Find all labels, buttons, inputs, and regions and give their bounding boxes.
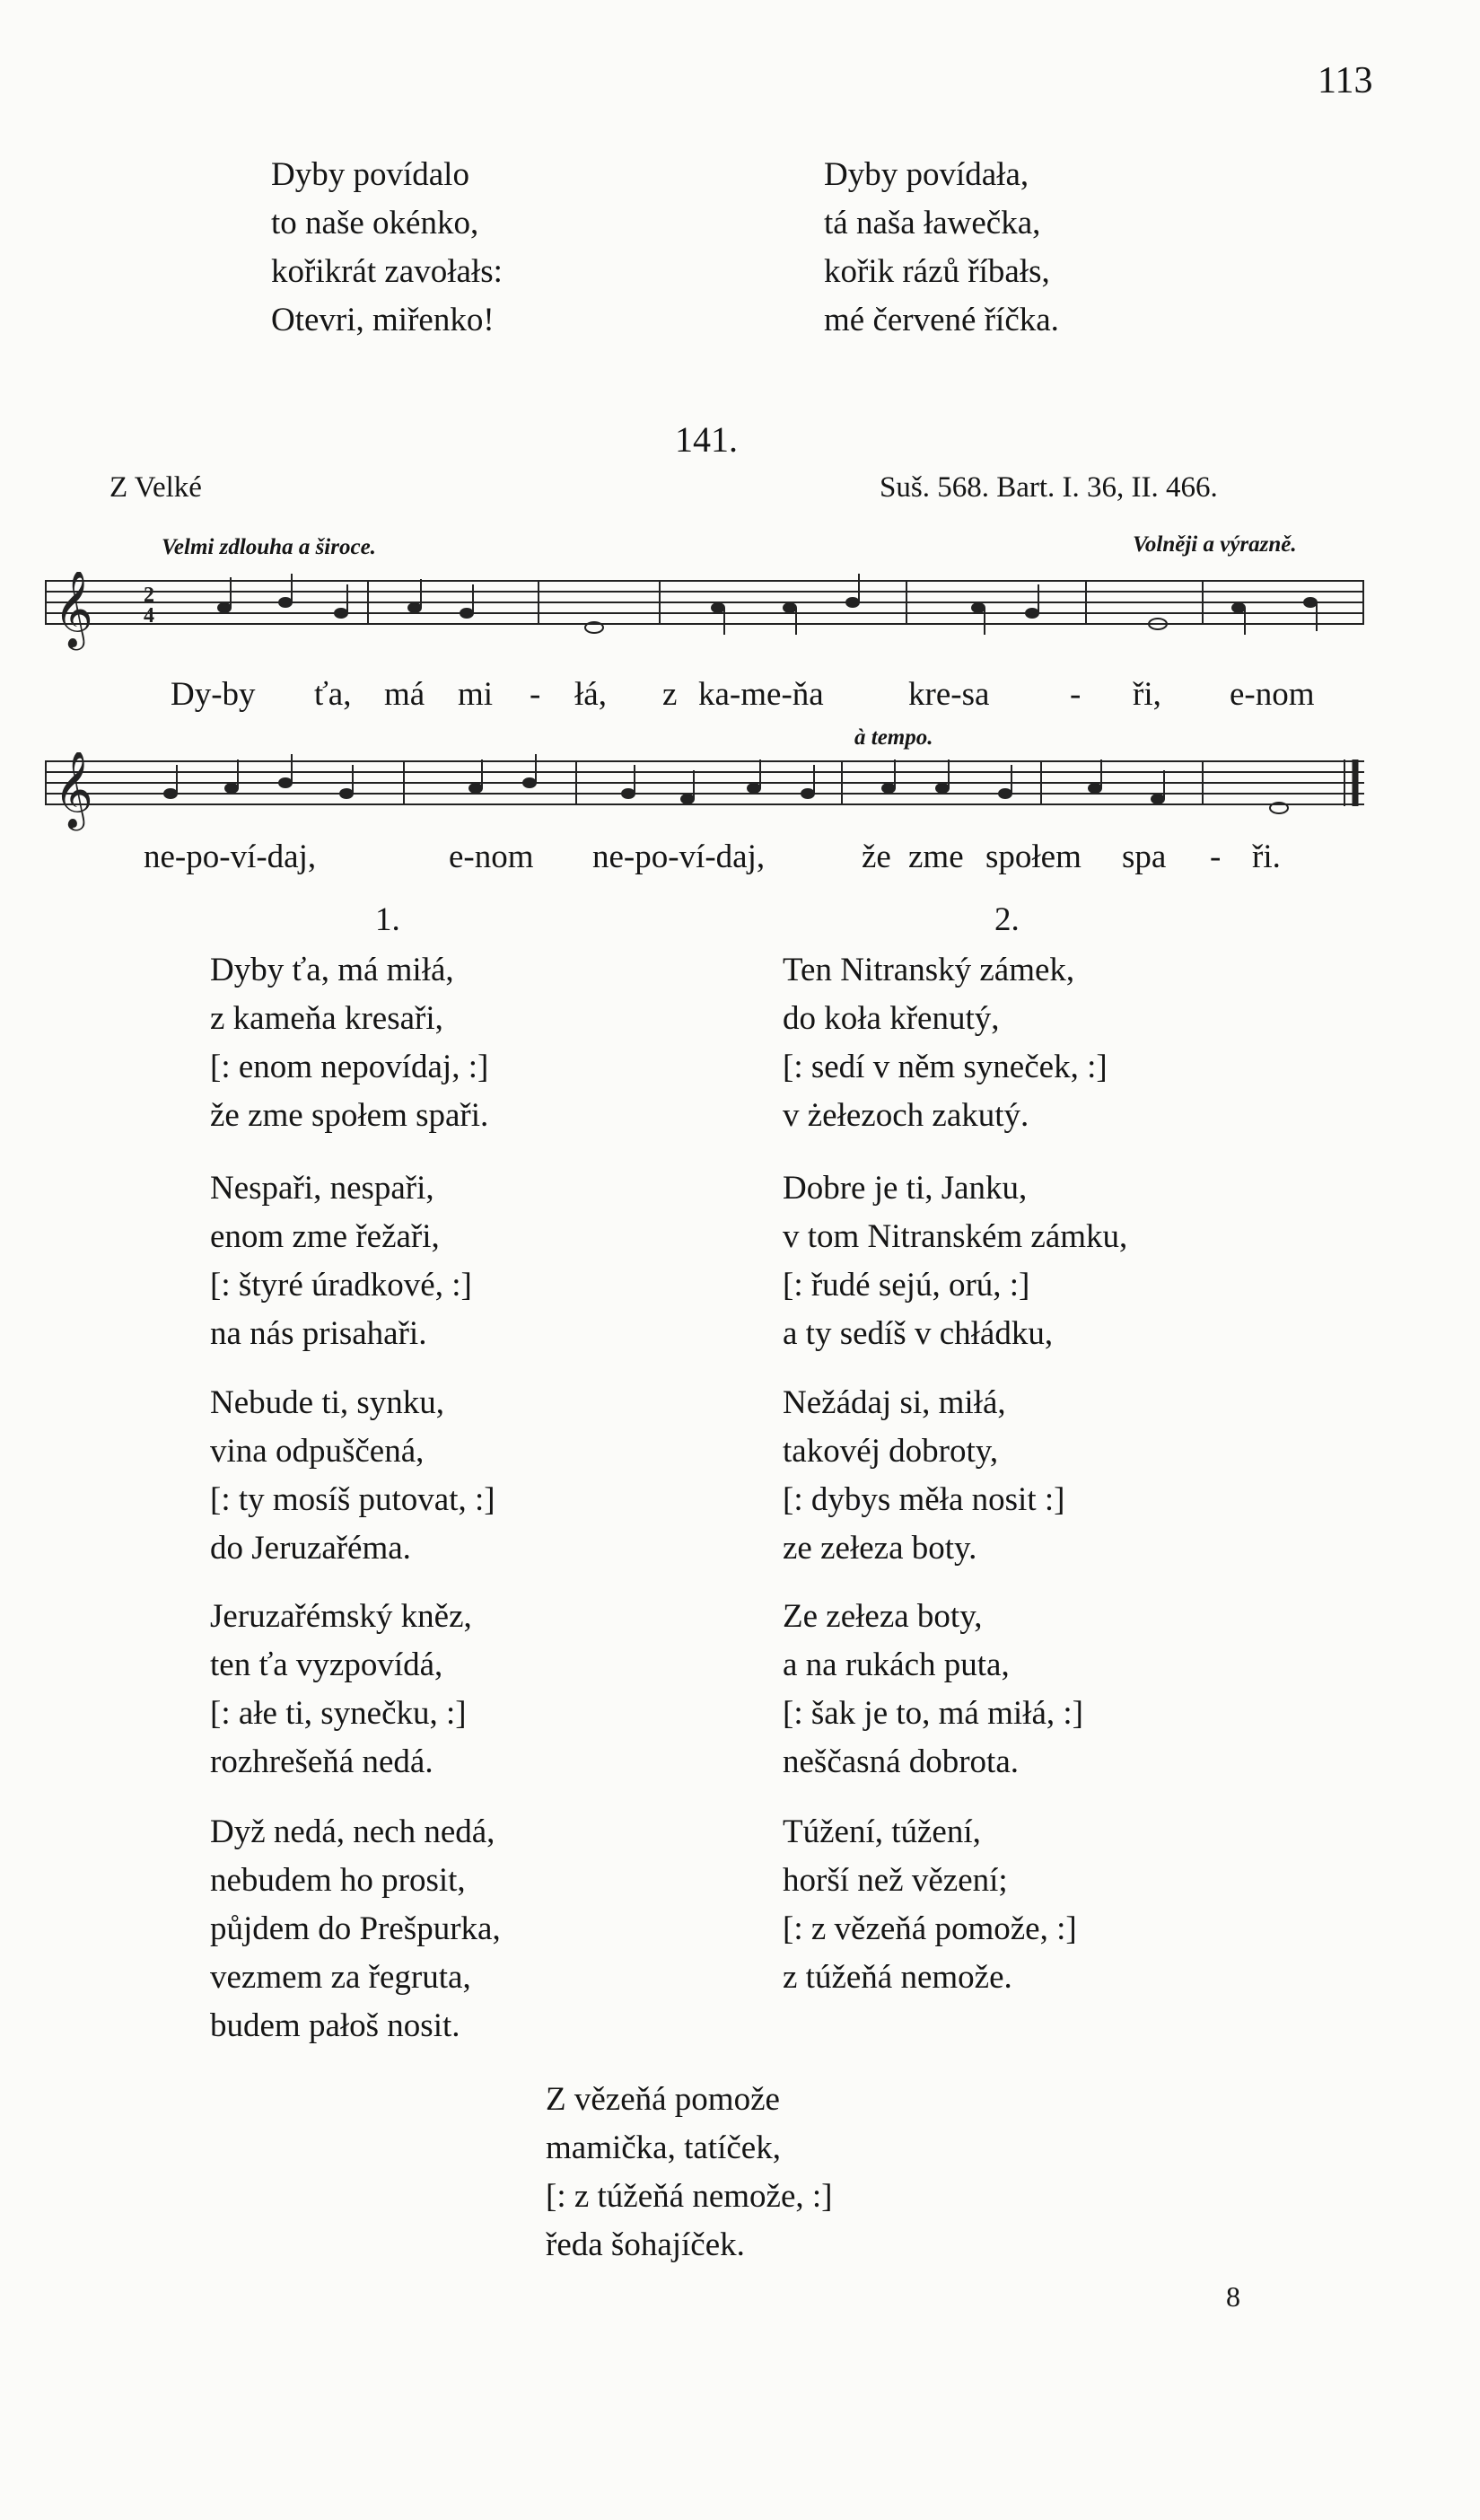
stanza-right-3 <box>783 1379 1064 1573</box>
song-number: 141. <box>675 419 738 460</box>
stanza-right-5 <box>783 1808 1077 2002</box>
lyric-syllable: kre-sa <box>908 676 990 713</box>
stanza-line: z kameňa kresaři, <box>210 1000 443 1037</box>
stanza-right-1 <box>783 946 1108 1140</box>
origin: Z Velké <box>109 471 202 504</box>
lyric-syllable: - <box>1210 839 1222 875</box>
verse-line: Dyby povídała, <box>824 156 1029 193</box>
stanza-line: [: enom nepovídaj, :] <box>210 1049 489 1085</box>
stanza-line: [: šak je to, má miłá, :] <box>783 1695 1083 1732</box>
verse-line: kořikrát zavołałs: <box>271 253 503 290</box>
stanza-line: [: sedí v něm syneček, :] <box>783 1049 1108 1085</box>
signature-mark: 8 <box>1226 2280 1240 2313</box>
stanza-right-4 <box>783 1593 1083 1787</box>
stanza-line: ze zełeza boty. <box>783 1530 977 1567</box>
stanza-line: Dyby ťa, má miłá, <box>210 952 454 988</box>
stanza-line: [: řudé sejú, orú, :] <box>783 1267 1030 1304</box>
verse-line: tá naša ławečka, <box>824 205 1041 241</box>
lyric-syllable: łá, <box>574 676 607 713</box>
lyric-syllable: ři, <box>1133 676 1161 713</box>
stanza-line: Ten Nitranský zámek, <box>783 952 1075 988</box>
final-stanza <box>546 2076 832 2270</box>
stanza-left-3 <box>210 1379 495 1573</box>
stanza-line: takovéj dobroty, <box>783 1433 999 1470</box>
stanza-line: Jeruzařémský kněz, <box>210 1598 472 1635</box>
lyric-syllable: społem <box>985 839 1082 875</box>
lyric-syllable: ne-po-ví-daj, <box>144 839 317 875</box>
stanza-line: půjdem do Prešpurka, <box>210 1910 501 1947</box>
stanza-line: na nás prisahaři. <box>210 1315 427 1352</box>
lyric-syllable: ne-po-ví-daj, <box>592 839 766 875</box>
stanza-line: a ty sedíš v chłádku, <box>783 1315 1054 1352</box>
lyric-syllable: Dy-by <box>171 676 256 713</box>
stanza-line: budem pałoš nosit. <box>210 2007 460 2044</box>
svg-text:4: 4 <box>144 604 154 628</box>
lyric-syllable: že <box>862 839 891 875</box>
stanza-line: do koła křenutý, <box>783 1000 1000 1037</box>
stanza-line: rozhrešeňá nedá. <box>210 1743 433 1780</box>
stanza-line: z túžeňá nemože. <box>783 1959 1012 1996</box>
stanza-line: Nespaři, nespaři, <box>210 1170 434 1207</box>
staff-1-notation <box>45 572 1364 653</box>
lyric-syllable: ři. <box>1252 839 1281 875</box>
tempo-mark-later: Volněji a výrazně. <box>1133 532 1297 557</box>
verse-line: Dyby povídalo <box>271 156 469 193</box>
lyric-syllable: - <box>1070 676 1082 713</box>
stanza-number-1: 1. <box>375 901 400 938</box>
svg-text:𝄞: 𝄞 <box>54 752 93 828</box>
stanza-line: Nežádaj si, miłá, <box>783 1384 1006 1421</box>
stanza-line: vezmem za řegruta, <box>210 1959 471 1996</box>
verse-line: mé červené říčka. <box>824 302 1059 338</box>
stanza-number-2: 2. <box>994 901 1020 938</box>
stanza-line: Túžení, túžení, <box>783 1813 981 1850</box>
lyric-syllable: zme <box>908 839 964 875</box>
stanza-line: Nebude ti, synku, <box>210 1384 445 1421</box>
stanza-line: Dyž nedá, nech nedá, <box>210 1813 495 1850</box>
stanza-line: Ze zełeza boty, <box>783 1598 983 1635</box>
music-staff-2 <box>45 752 1364 828</box>
lyric-syllable: e-nom <box>1230 676 1315 713</box>
stanza-line: neščasná dobrota. <box>783 1743 1020 1780</box>
verse-line: Otevri, miřenko! <box>271 302 495 338</box>
stanza-line: [: z vězeňá pomože, :] <box>783 1910 1077 1947</box>
stanza-line: [: ty mosíš putovat, :] <box>210 1481 495 1518</box>
svg-text:2: 2 <box>144 584 154 607</box>
lyric-syllable: e-nom <box>449 839 534 875</box>
stanza-left-1 <box>210 946 488 1140</box>
stanza-line: ten ťa vyzpovídá, <box>210 1646 443 1683</box>
tempo-mark-start: Velmi zdlouha a široce. <box>162 535 376 559</box>
stanza-line: nebudem ho prosit, <box>210 1862 466 1899</box>
top-verse-left <box>271 151 503 345</box>
stanza-line: Z vězeňá pomože <box>546 2081 780 2118</box>
stanza-line: v żełezoch zakutý. <box>783 1097 1029 1134</box>
verse-line: kořik rázů říbałs, <box>824 253 1050 290</box>
stanza-line: [: z túžeňá nemože, :] <box>546 2178 833 2215</box>
stanza-line: [: ałe ti, synečku, :] <box>210 1695 467 1732</box>
stanza-line: [: štyré úradkové, :] <box>210 1267 472 1304</box>
tempo-mark-a-tempo: à tempo. <box>854 725 933 750</box>
lyric-syllable: ťa, <box>314 676 352 713</box>
stanza-line: a na rukách puta, <box>783 1646 1010 1683</box>
stanza-line: [: dybys měła nosit :] <box>783 1481 1065 1518</box>
stanza-line: že zme społem spaři. <box>210 1097 489 1134</box>
page-number: 113 <box>1318 60 1373 101</box>
stanza-line: do Jeruzařéma. <box>210 1530 411 1567</box>
lyric-syllable: ka-me-ňa <box>698 676 824 713</box>
verse-line: to naše okénko, <box>271 205 479 241</box>
lyric-syllable: mi <box>458 676 494 713</box>
stanza-left-2 <box>210 1164 472 1358</box>
lyric-syllable: má <box>384 676 425 713</box>
lyric-syllable: spa <box>1122 839 1167 875</box>
stanza-left-4 <box>210 1593 472 1787</box>
stanza-line: v tom Nitranském zámku, <box>783 1218 1128 1255</box>
stanza-right-2 <box>783 1164 1127 1358</box>
stanza-line: enom zme řežaři, <box>210 1218 440 1255</box>
lyric-syllable: z <box>662 676 678 713</box>
references: Suš. 568. Bart. I. 36, II. 466. <box>880 471 1218 504</box>
stanza-left-5 <box>210 1808 501 2050</box>
stanza-line: Dobre je ti, Janku, <box>783 1170 1028 1207</box>
top-verse-right <box>824 151 1059 345</box>
music-staff-1 <box>45 572 1364 647</box>
stanza-line: vina odpuščená, <box>210 1433 425 1470</box>
stanza-line: horší než vězení; <box>783 1862 1008 1899</box>
svg-text:𝄞: 𝄞 <box>54 572 93 647</box>
lyric-syllable: - <box>530 676 541 713</box>
staff-2-notation <box>45 752 1364 833</box>
stanza-line: ředa šohajíček. <box>546 2226 745 2263</box>
stanza-line: mamička, tatíček, <box>546 2129 781 2166</box>
